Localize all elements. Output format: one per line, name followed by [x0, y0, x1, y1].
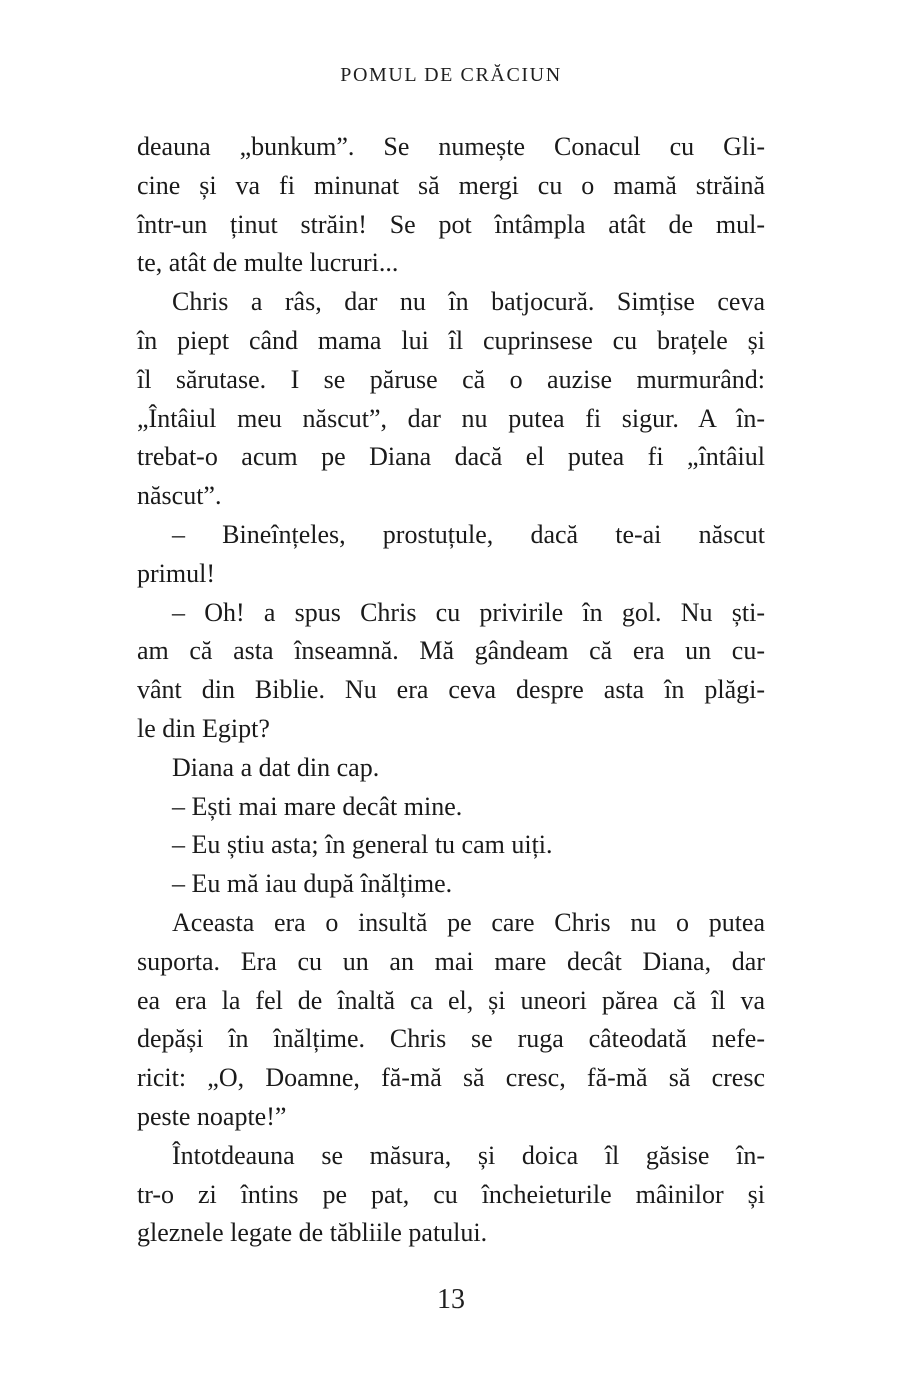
text-line: într-un ținut străin! Se pot întâmpla atât de mul-: [137, 209, 765, 239]
text-line: în piept când mama lui îl cuprinsese cu brațele și: [137, 325, 765, 355]
text-line: Chris a râs, dar nu în batjocură. Simțise ceva: [172, 287, 765, 317]
text-line: tr-o zi întins pe pat, cu încheieturile mâinilor și: [137, 1179, 765, 1209]
text-line: Diana a dat din cap.: [172, 752, 380, 782]
paragraph: [137, 283, 765, 516]
text-line: am că asta înseamnă. Mă gândeam că era un cu-: [137, 636, 765, 666]
body-text: [137, 128, 765, 1253]
paragraph: [137, 788, 765, 827]
text-line: gleznele legate de tăbliile patului.: [137, 1218, 488, 1248]
paragraph: [137, 749, 765, 788]
text-line: ea era la fel de înaltă ca el, și uneori părea că îl va: [137, 985, 765, 1015]
text-line: peste noapte!”: [137, 1101, 287, 1131]
text-line: – Bineînțeles, prostuțule, dacă te-ai născut: [172, 519, 765, 549]
text-line: vânt din Biblie. Nu era ceva despre asta în plăgi-: [137, 675, 765, 705]
text-line: te, atât de multe lucruri...: [137, 248, 399, 278]
running-head: POMUL DE CRĂCIUN: [340, 64, 562, 86]
text-line: – Eu mă iau după înălțime.: [172, 869, 453, 899]
page-number: 13: [437, 1284, 465, 1315]
paragraph: [137, 904, 765, 1137]
text-line: Întotdeauna se măsura, și doica îl găsise în-: [172, 1140, 765, 1170]
text-line: trebat-o acum pe Diana dacă el putea fi „întâiul: [137, 442, 765, 472]
paragraph: [137, 594, 765, 749]
text-line: – Oh! a spus Chris cu privirile în gol. Nu ști-: [172, 597, 765, 627]
text-line: – Ești mai mare decât mine.: [172, 791, 463, 821]
paragraph: [137, 826, 765, 865]
text-line: deauna „bunkum”. Se numește Conacul cu Gli-: [137, 132, 765, 161]
text-line: Aceasta era o insultă pe care Chris nu o putea: [172, 907, 765, 937]
text-line: – Eu știu asta; în general tu cam uiți.: [172, 830, 553, 860]
paragraph: [137, 1137, 765, 1253]
text-line: cine și va fi minunat să mergi cu o mamă străină: [137, 170, 765, 200]
text-line: născut”.: [137, 481, 222, 511]
text-line: le din Egipt?: [137, 713, 270, 743]
paragraph: [137, 128, 765, 283]
paragraph: [137, 516, 765, 594]
text-line: depăși în înălțime. Chris se ruga câteodată nefe-: [137, 1024, 765, 1054]
text-line: suporta. Era cu un an mai mare decât Diana, dar: [137, 946, 765, 976]
text-line: ricit: „O, Doamne, fă-mă să cresc, fă-mă să cresc: [137, 1063, 765, 1093]
paragraph: [137, 865, 765, 904]
text-line: „Întâiul meu născut”, dar nu putea fi sigur. A în-: [137, 403, 765, 433]
text-line: îl sărutase. I se păruse că o auzise murmurând:: [137, 364, 765, 394]
text-line: primul!: [137, 558, 215, 588]
